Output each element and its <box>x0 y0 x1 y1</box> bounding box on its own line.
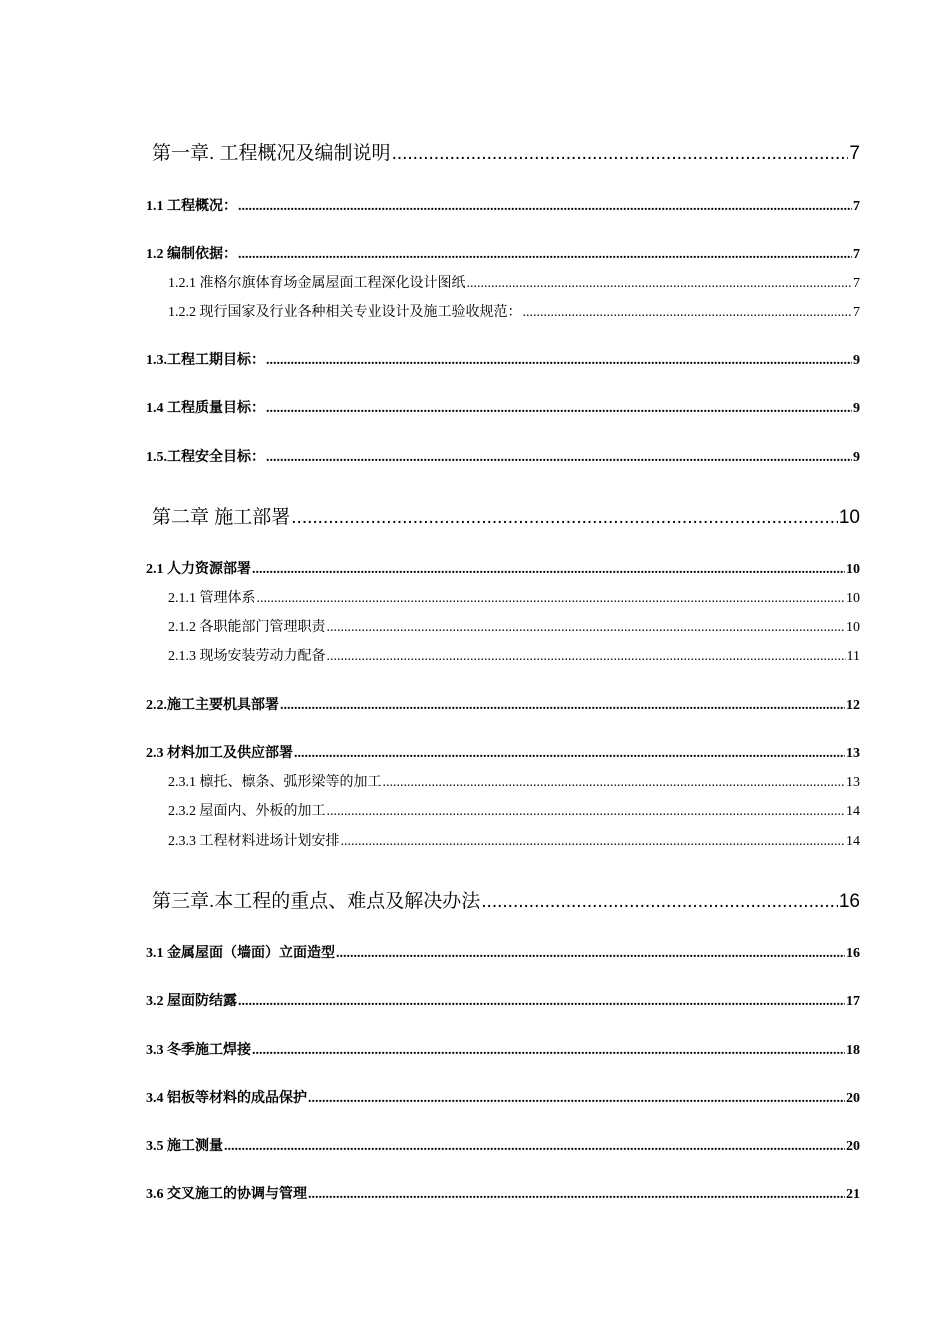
dot-leader <box>252 560 845 580</box>
toc-page-number: 18 <box>846 1043 860 1058</box>
toc-section-1-4[interactable] <box>146 399 860 419</box>
toc-page-number: 10 <box>846 620 860 635</box>
toc-section-2-3[interactable] <box>146 744 860 764</box>
toc-subsection-1-2-2[interactable] <box>168 303 860 323</box>
dot-leader <box>308 1185 845 1205</box>
toc-entry-title: 1.2.1 准格尔旗体育场金属屋面工程深化设计图纸 <box>168 276 466 291</box>
dot-leader <box>266 448 852 468</box>
toc-page-number: 14 <box>846 804 860 819</box>
toc-entry-title: 1.5.工程安全目标： <box>146 450 265 465</box>
toc-page-number: 20 <box>846 1139 860 1154</box>
toc-entry-title: 2.3.1 檩托、檩条、弧形梁等的加工 <box>168 775 382 790</box>
toc-page-number: 7 <box>849 143 860 164</box>
toc-entry-title: 1.3.工程工期目标： <box>146 353 265 368</box>
toc-page-number: 10 <box>838 507 860 528</box>
toc-page-number: 7 <box>853 199 860 214</box>
dot-leader <box>327 802 846 822</box>
toc-chapter-1[interactable] <box>152 141 860 167</box>
toc-page-number: 13 <box>846 775 860 790</box>
toc-entry-title: 2.1 人力资源部署 <box>146 562 251 577</box>
dot-leader <box>238 245 852 265</box>
dot-leader <box>341 832 846 852</box>
toc-section-1-2[interactable] <box>146 245 860 265</box>
toc-entry-title: 2.2.施工主要机具部署 <box>146 698 279 713</box>
toc-section-3-5[interactable] <box>146 1137 860 1157</box>
toc-entry-title: 3.6 交叉施工的协调与管理 <box>146 1187 307 1202</box>
dot-leader <box>257 589 846 609</box>
toc-section-2-1[interactable] <box>146 560 860 580</box>
dot-leader <box>294 744 845 764</box>
toc-page-number: 11 <box>846 649 860 664</box>
toc-entry-title: 2.3.2 屋面内、外板的加工 <box>168 804 326 819</box>
toc-page-number: 16 <box>838 891 860 912</box>
toc-page-number: 9 <box>853 450 860 465</box>
dot-leader <box>238 197 852 217</box>
toc-section-3-3[interactable] <box>146 1041 860 1061</box>
toc-entry-title: 3.1 金属屋面（墙面）立面造型 <box>146 946 335 961</box>
toc-section-3-2[interactable] <box>146 992 860 1012</box>
toc-page-number: 10 <box>846 591 860 606</box>
toc-section-2-2[interactable] <box>146 696 860 716</box>
dot-leader <box>280 696 845 716</box>
toc-subsection-2-1-1[interactable] <box>168 589 860 609</box>
toc-entry-title: 3.4 铝板等材料的成品保护 <box>146 1091 307 1106</box>
dot-leader <box>523 303 853 323</box>
toc-chapter-2[interactable] <box>152 505 860 531</box>
toc-chapter-3[interactable] <box>152 889 860 915</box>
toc-page-number: 17 <box>846 994 860 1009</box>
toc-section-3-1[interactable] <box>146 944 860 964</box>
toc-subsection-2-1-3[interactable] <box>168 647 860 667</box>
toc-entry-title: 第二章 施工部署 <box>152 507 291 528</box>
toc-page-number: 7 <box>853 247 860 262</box>
toc-entry-title: 2.3 材料加工及供应部署 <box>146 746 293 761</box>
toc-page-number: 20 <box>846 1091 860 1106</box>
dot-leader <box>224 1137 845 1157</box>
toc-page-number: 10 <box>846 562 860 577</box>
toc-page-number: 13 <box>846 746 860 761</box>
toc-page-number: 7 <box>853 305 860 320</box>
toc-page-number: 9 <box>853 401 860 416</box>
toc-subsection-2-3-2[interactable] <box>168 802 860 822</box>
dot-leader <box>308 1089 845 1109</box>
dot-leader <box>266 399 852 419</box>
toc-subsection-2-1-2[interactable] <box>168 618 860 638</box>
toc-subsection-2-3-1[interactable] <box>168 773 860 793</box>
toc-entry-title: 3.2 屋面防结露 <box>146 994 237 1009</box>
toc-entry-title: 第一章. 工程概况及编制说明 <box>152 143 391 164</box>
toc-entry-title: 2.1.1 管理体系 <box>168 591 256 606</box>
dot-leader <box>238 992 845 1012</box>
dot-leader <box>327 618 846 638</box>
toc-entry-title: 1.4 工程质量目标： <box>146 401 265 416</box>
toc-section-3-6[interactable] <box>146 1185 860 1205</box>
toc-entry-title: 3.5 施工测量 <box>146 1139 223 1154</box>
toc-subsection-1-2-1[interactable] <box>168 274 860 294</box>
dot-leader <box>252 1041 845 1061</box>
toc-page-number: 9 <box>853 353 860 368</box>
toc-page-number: 16 <box>846 946 860 961</box>
toc-section-1-1[interactable] <box>146 197 860 217</box>
toc-section-3-4[interactable] <box>146 1089 860 1109</box>
dot-leader <box>481 889 838 915</box>
dot-leader <box>336 944 845 964</box>
toc-entry-title: 2.3.3 工程材料进场计划安排 <box>168 834 340 849</box>
toc-section-1-3[interactable] <box>146 351 860 371</box>
dot-leader <box>266 351 852 371</box>
dot-leader <box>383 773 846 793</box>
toc-entry-title: 第三章.本工程的重点、难点及解决办法 <box>152 891 481 912</box>
dot-leader <box>327 647 846 667</box>
toc-entry-title: 2.1.2 各职能部门管理职责 <box>168 620 326 635</box>
toc-entry-title: 3.3 冬季施工焊接 <box>146 1043 251 1058</box>
dot-leader <box>392 141 849 167</box>
toc-page-number: 7 <box>853 276 860 291</box>
toc-section-1-5[interactable] <box>146 448 860 468</box>
toc-entry-title: 1.1 工程概况： <box>146 199 237 214</box>
toc-entry-title: 1.2 编制依据： <box>146 247 237 262</box>
toc-page-number: 12 <box>846 698 860 713</box>
toc-entry-title: 1.2.2 现行国家及行业各种相关专业设计及施工验收规范： <box>168 305 522 320</box>
toc-subsection-2-3-3[interactable] <box>168 832 860 852</box>
dot-leader <box>467 274 853 294</box>
dot-leader <box>291 505 838 531</box>
toc-entry-title: 2.1.3 现场安装劳动力配备 <box>168 649 326 664</box>
toc-page-number: 21 <box>846 1187 860 1202</box>
toc-page-number: 14 <box>846 834 860 849</box>
